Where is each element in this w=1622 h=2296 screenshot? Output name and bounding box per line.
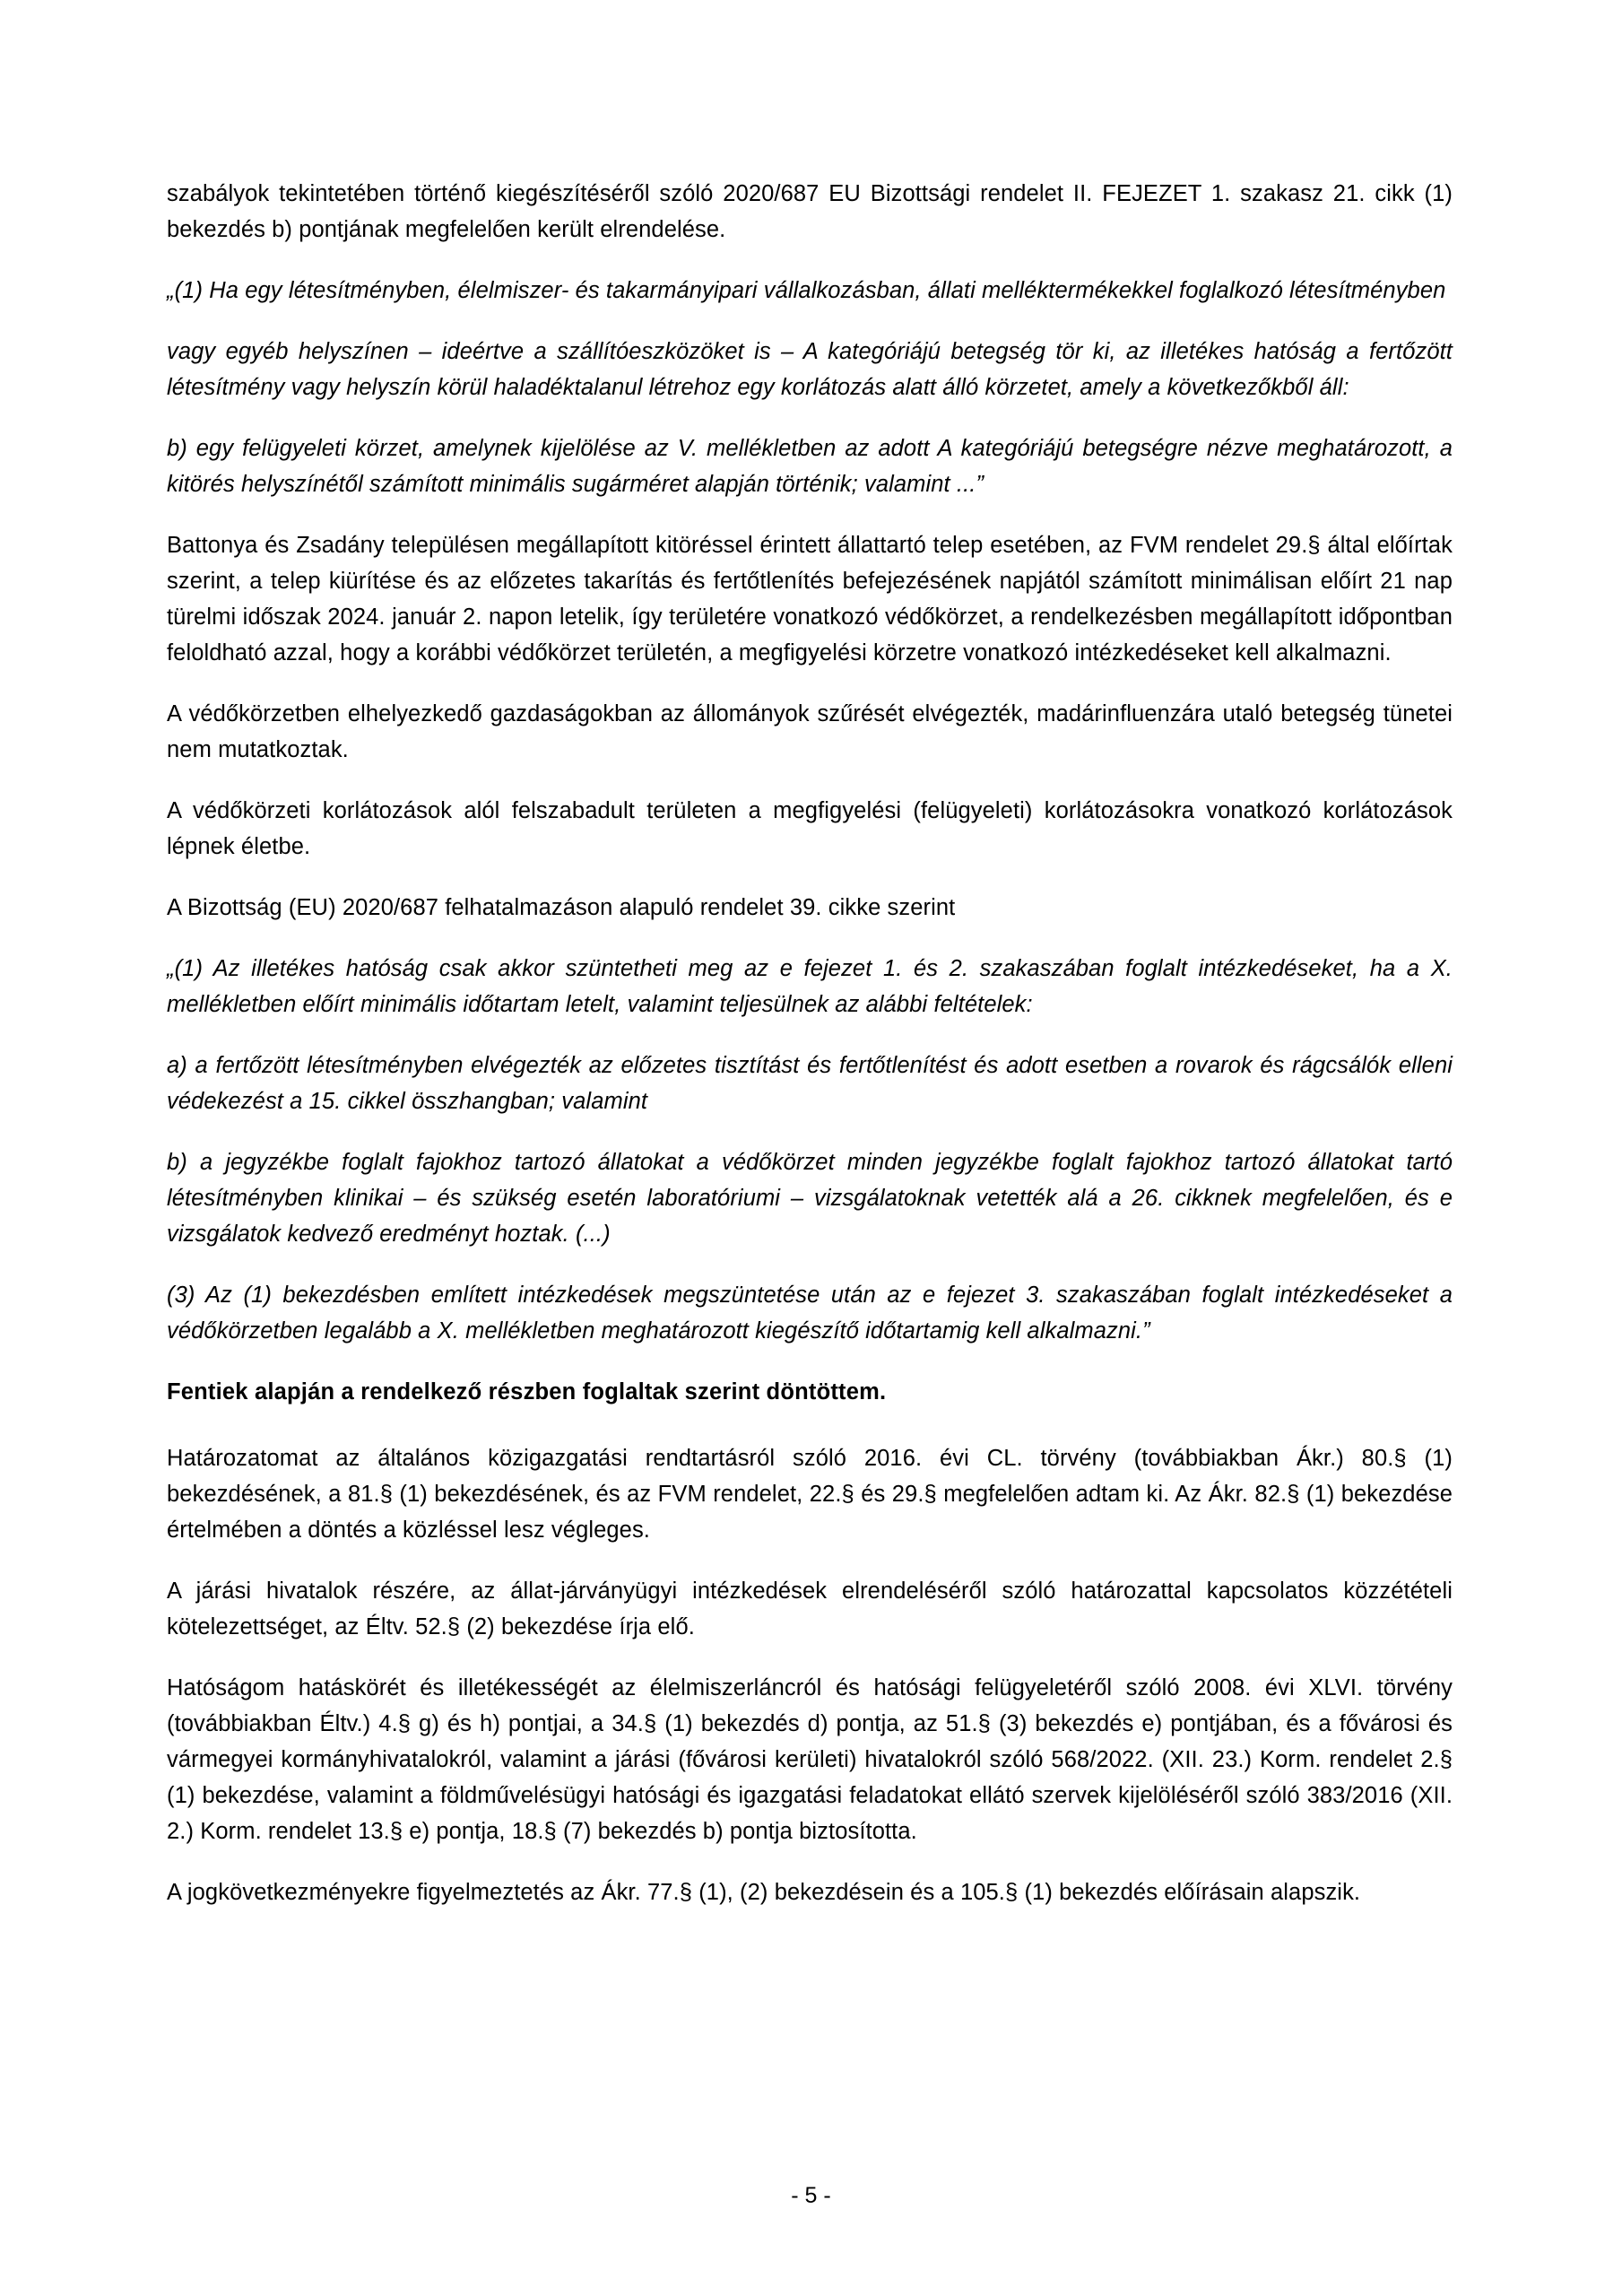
quote-article-39-point-a: a) a fertőzött létesítményben elvégezték az előzetes tisztítást és fertőtlenítést és adott esetben a rovarok és rágcsálók elleni védekezést a 15. cikkel összhangban; valamint	[167, 1053, 1453, 1114]
page-number: - 5 -	[791, 2183, 831, 2208]
paragraph-legal-consequences: A jogkövetkezményekre figyelmeztetés az Ákr. 77.§ (1), (2) bekezdésein és a 105.§ (1) bekezdés előírásain alapszik.	[167, 1880, 1361, 1905]
paragraph-publication-duty: A járási hivatalok részére, az állat-járványügyi intézkedések elrendeléséről szóló határozattal kapcsolatos közzétételi kötelezettséget, az Éltv. 52.§ (2) bekezdése írja elő.	[167, 1578, 1453, 1639]
paragraph-legal-basis-akr: Határozatomat az általános közigazgatási rendtartásról szóló 2016. évi CL. törvény (továbbiakban Ákr.) 80.§ (1) bekezdésének, a 81.§ (1) bekezdésének, és az FVM rendelet, 22.§ és 29.§ megfelelően adtam ki. Az Ákr. 82.§ (1) bekezdése értelmében a döntés a közléssel lesz végleges.	[167, 1446, 1453, 1543]
page-content	[167, 176, 1453, 1910]
page-footer	[0, 2181, 1622, 2210]
paragraph-screening-results: A védőkörzetben elhelyezkedő gazdaságokban az állományok szűrését elvégezték, madárinfluenzára utaló betegség tünetei nem mutatkoztak.	[167, 701, 1453, 762]
paragraph-jurisdiction: Hatóságom hatáskörét és illetékességét az élelmiszerláncról és hatósági felügyeletéről szóló 2008. évi XLVI. törvény (továbbiakban Éltv.) 4.§ g) és h) pontjai, a 34.§ (1) bekezdés d) pontja, az 51.§ (3) bekezdés e) pontjában, és a fővárosi és vármegyei kormányhivatalokról, valamint a járási (fővárosi kerületi) hivatalokról szóló 568/2022. (XII. 23.) Korm. rendelet 2.§ (1) bekezdése, valamint a földművelésügyi hatósági és igazgatási feladatokat ellátó szervek kijelöléséről szóló 383/2016 (XII. 2.) Korm. rendelet 13.§ e) pontja, 18.§ (7) bekezdés b) pontja biztosította.	[167, 1675, 1453, 1844]
paragraph-eu-regulation-reference: A Bizottság (EU) 2020/687 felhatalmazáson alapuló rendelet 39. cikke szerint	[167, 895, 956, 920]
decision-heading: Fentiek alapján a rendelkező részben foglaltak szerint döntöttem.	[167, 1379, 887, 1405]
paragraph-battonya-zsadany: Battonya és Zsadány településen megállapított kitöréssel érintett állattartó telep esetében, az FVM rendelet 29.§ által előírtak szerint, a telep kiürítése és az előzetes takarítás és fertőtlenítés befejezésének napjától számított minimálisan előírt 21 nap türelmi időszak 2024. január 2. napon letelik, így területére vonatkozó védőkörzet, a rendelkezésben megállapított időpontban feloldható azzal, hogy a korábbi védőkörzet területén, a megfigyelési körzetre vonatkozó intézkedéseket kell alkalmazni.	[167, 533, 1453, 665]
paragraph-restrictions-lifted: A védőkörzeti korlátozások alól felszabadult területen a megfigyelési (felügyeleti) korlátozásokra vonatkozó korlátozások lépnek életbe.	[167, 798, 1453, 859]
paragraph-intro: szabályok tekintetében történő kiegészítéséről szóló 2020/687 EU Bizottsági rendelet II. FEJEZET 1. szakasz 21. cikk (1) bekezdés b) pontjának megfelelően került elrendelése.	[167, 181, 1453, 242]
quote-rule-21-intro: „(1) Ha egy létesítményben, élelmiszer- és takarmányipari vállalkozásban, állati melléktermékekkel foglalkozó létesítményben	[167, 278, 1446, 303]
quote-article-39-point-b: b) a jegyzékbe foglalt fajokhoz tartozó állatokat a védőkörzet minden jegyzékbe foglalt fajokhoz tartozó állatokat tartó létesítményben klinikai – és szükség esetén laboratóriumi – vizsgálatoknak vetették alá a 26. cikknek megfelelően, és e vizsgálatok kedvező eredményt hoztak. (...)	[167, 1150, 1453, 1247]
quote-rule-21-point-b: b) egy felügyeleti körzet, amelynek kijelölése az V. mellékletben az adott A kategóriájú betegségre nézve meghatározott, a kitörés helyszínétől számított minimális sugárméret alapján történik; valamint ...”	[167, 436, 1453, 497]
quote-article-39-para-3: (3) Az (1) bekezdésben említett intézkedések megszüntetése után az e fejezet 3. szakaszában foglalt intézkedéseket a védőkörzetben legalább a X. mellékletben meghatározott kiegészítő időtartamig kell alkalmazni.”	[167, 1283, 1453, 1344]
quote-article-39-para-1: „(1) Az illetékes hatóság csak akkor szüntetheti meg az e fejezet 1. és 2. szakaszában foglalt intézkedéseket, ha a X. mellékletben előírt minimális időtartam letelt, valamint teljesülnek az alábbi feltételek:	[167, 956, 1453, 1017]
quote-rule-21-body: vagy egyéb helyszínen – ideértve a szállítóeszközöket is – A kategóriájú betegség tör ki, az illetékes hatóság a fertőzött létesítmény vagy helyszín körül haladéktalanul létrehoz egy korlátozás alatt álló körzetet, amely a következőkből áll:	[167, 339, 1453, 400]
